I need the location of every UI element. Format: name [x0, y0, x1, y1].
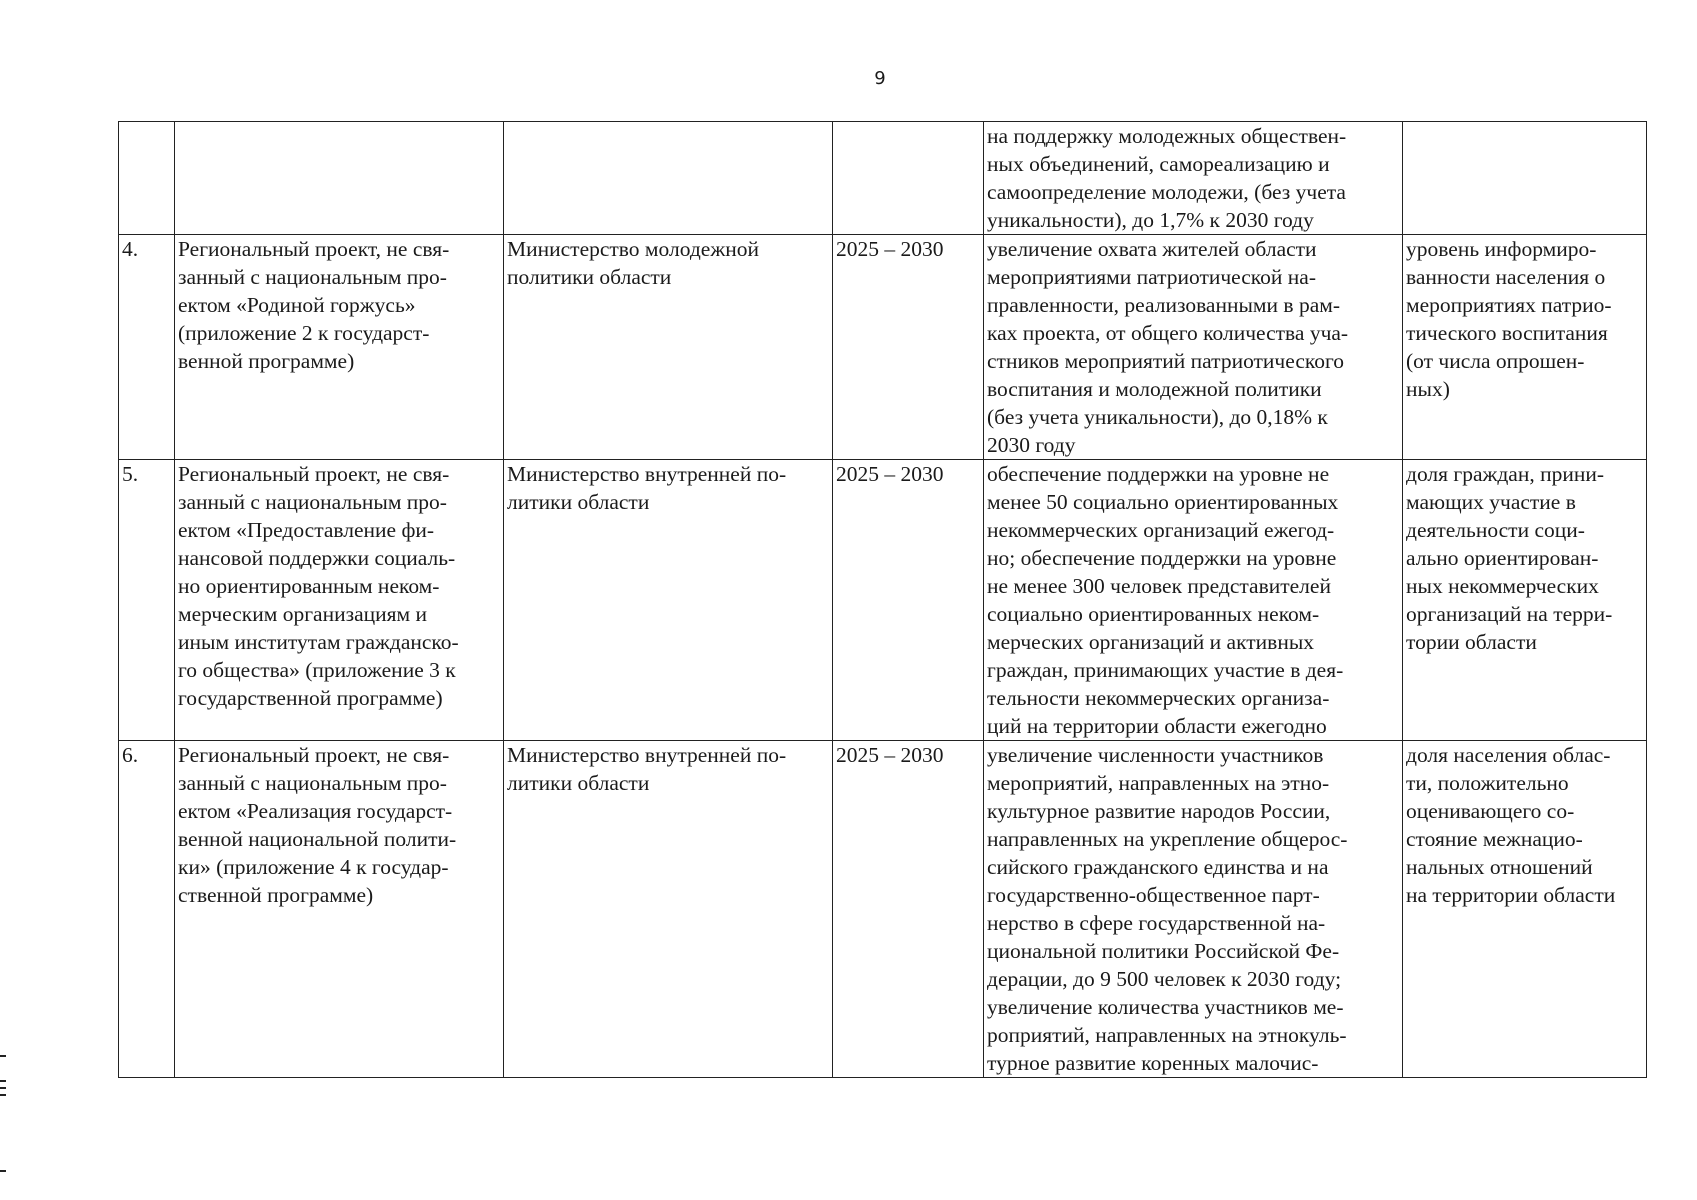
text-line: циональной политики Российской Фе- [987, 939, 1340, 963]
result-cell [984, 741, 1403, 1078]
table-row [119, 460, 1647, 741]
text-line: организаций на терри- [1406, 602, 1613, 626]
text-line: мающих участие в [1406, 490, 1576, 514]
scan-edge-mark [0, 1087, 6, 1089]
text-line: граждан, принимающих участие в дея- [987, 658, 1344, 682]
scan-edge-mark [0, 1094, 6, 1096]
text-line: правленности, реализованными в рам- [987, 293, 1341, 317]
text-line: ектом «Предоставление фи- [178, 518, 435, 542]
text-line: некоммерческих организаций ежегод- [987, 518, 1335, 542]
text-line: ти, положительно [1406, 771, 1569, 795]
text-line: Министерство внутренней по- [507, 462, 787, 486]
period-cell: 2025 – 2030 [833, 460, 984, 741]
row-number-cell [119, 122, 175, 235]
text-line: увеличение количества участников ме- [987, 995, 1344, 1019]
text-line: мерческих организаций и активных [987, 630, 1315, 654]
period-cell [833, 122, 984, 235]
text-line: роприятий, направленных на этнокуль- [987, 1023, 1347, 1047]
text-line: тельности некоммерческих организа- [987, 686, 1330, 710]
text-line: обеспечение поддержки на уровне не [987, 462, 1330, 486]
result-cell [984, 460, 1403, 741]
text-line: политики области [507, 265, 672, 289]
period-cell: 2025 – 2030 [833, 741, 984, 1078]
text-line: мерческим организациям и [178, 602, 428, 626]
text-line: ных) [1406, 377, 1450, 401]
indicator-cell [1403, 741, 1647, 1078]
text-line: ных некоммерческих [1406, 574, 1599, 598]
row-number-cell: 4. [119, 235, 175, 460]
executor-cell [504, 460, 833, 741]
text-line: нальных отношений [1406, 855, 1593, 879]
indicator-cell [1403, 235, 1647, 460]
text-line: стников мероприятий патриотического [987, 349, 1345, 373]
text-line: культурное развитие народов России, [987, 799, 1331, 823]
text-line: менее 50 социально ориентированных [987, 490, 1339, 514]
scan-edge-mark [0, 1080, 6, 1082]
page-number: 9 [874, 68, 886, 89]
text-line: государственно-общественное парт- [987, 883, 1320, 907]
text-line: нерство в сфере государственной на- [987, 911, 1326, 935]
table-row [119, 741, 1647, 1078]
text-line: воспитания и молодежной политики [987, 377, 1322, 401]
text-line: тории области [1406, 630, 1537, 654]
text-line: (приложение 2 к государст- [178, 321, 430, 345]
text-line: мероприятиях патрио- [1406, 293, 1612, 317]
indicator-cell [1403, 122, 1647, 235]
text-line: ванности населения о [1406, 265, 1606, 289]
text-line: литики области [507, 771, 650, 795]
result-cell [984, 235, 1403, 460]
program-table [118, 121, 1647, 1078]
text-line: Министерство внутренней по- [507, 743, 787, 767]
text-line: оценивающего со- [1406, 799, 1575, 823]
text-line: увеличение численности участников [987, 743, 1324, 767]
text-line: направленных на укрепление общерос- [987, 827, 1348, 851]
text-line: венной национальной полити- [178, 827, 457, 851]
text-line: ектом «Реализация государст- [178, 799, 453, 823]
text-line: занный с национальным про- [178, 265, 447, 289]
text-line: доля населения облас- [1406, 743, 1611, 767]
project-name-cell [175, 235, 504, 460]
text-line: литики области [507, 490, 650, 514]
result-cell [984, 122, 1403, 235]
text-line: занный с национальным про- [178, 490, 447, 514]
text-line: Региональный проект, не свя- [178, 462, 450, 486]
text-line: увеличение охвата жителей области [987, 237, 1317, 261]
table-row [119, 235, 1647, 460]
period-cell: 2025 – 2030 [833, 235, 984, 460]
text-line: тического воспитания [1406, 321, 1608, 345]
text-line: сийского гражданского единства и на [987, 855, 1329, 879]
text-line: занный с национальным про- [178, 771, 447, 795]
text-line: го общества» (приложение 3 к [178, 658, 456, 682]
text-line: турное развитие коренных малочис- [987, 1051, 1319, 1075]
indicator-cell [1403, 460, 1647, 741]
scan-edge-mark [0, 1055, 6, 1057]
text-line: социально ориентированных неком- [987, 602, 1320, 626]
text-line: не менее 300 человек представителей [987, 574, 1331, 598]
executor-cell [504, 741, 833, 1078]
text-line: ственной программе) [178, 883, 374, 907]
executor-cell [504, 122, 833, 235]
text-line: ных объединений, самореализацию и [987, 152, 1330, 176]
text-line: Региональный проект, не свя- [178, 237, 450, 261]
text-line: на территории области [1406, 883, 1616, 907]
text-line: дерации, до 9 500 человек к 2030 году; [987, 967, 1342, 991]
executor-cell [504, 235, 833, 460]
text-line: деятельности соци- [1406, 518, 1585, 542]
text-line: стояние межнацио- [1406, 827, 1583, 851]
text-line: (от числа опрошен- [1406, 349, 1585, 373]
text-line: ки» (приложение 4 к государ- [178, 855, 449, 879]
text-line: ектом «Родиной горжусь» [178, 293, 416, 317]
text-line: нансовой поддержки социаль- [178, 546, 456, 570]
text-line: доля граждан, прини- [1406, 462, 1605, 486]
row-number-cell: 6. [119, 741, 175, 1078]
text-line: на поддержку молодежных обществен- [987, 124, 1347, 148]
text-line: 2030 году [987, 433, 1076, 457]
text-line: мероприятиями патриотической на- [987, 265, 1316, 289]
text-line: ках проекта, от общего количества уча- [987, 321, 1349, 345]
text-line: уникальности), до 1,7% к 2030 году [987, 208, 1314, 232]
project-name-cell [175, 122, 504, 235]
scan-edge-mark [0, 1170, 6, 1172]
project-name-cell [175, 460, 504, 741]
text-line: уровень информиро- [1406, 237, 1597, 261]
text-line: иным институтам гражданско- [178, 630, 459, 654]
project-name-cell [175, 741, 504, 1078]
text-line: государственной программе) [178, 686, 443, 710]
text-line: Региональный проект, не свя- [178, 743, 450, 767]
text-line: самоопределение молодежи, (без учета [987, 180, 1346, 204]
text-line: ций на территории области ежегодно [987, 714, 1327, 738]
text-line: венной программе) [178, 349, 355, 373]
text-line: мероприятий, направленных на этно- [987, 771, 1330, 795]
text-line: (без учета уникальности), до 0,18% к [987, 405, 1328, 429]
text-line: Министерство молодежной [507, 237, 759, 261]
table-row [119, 122, 1647, 235]
row-number-cell: 5. [119, 460, 175, 741]
text-line: но ориентированным неком- [178, 574, 440, 598]
text-line: ально ориентирован- [1406, 546, 1599, 570]
text-line: но; обеспечение поддержки на уровне [987, 546, 1337, 570]
